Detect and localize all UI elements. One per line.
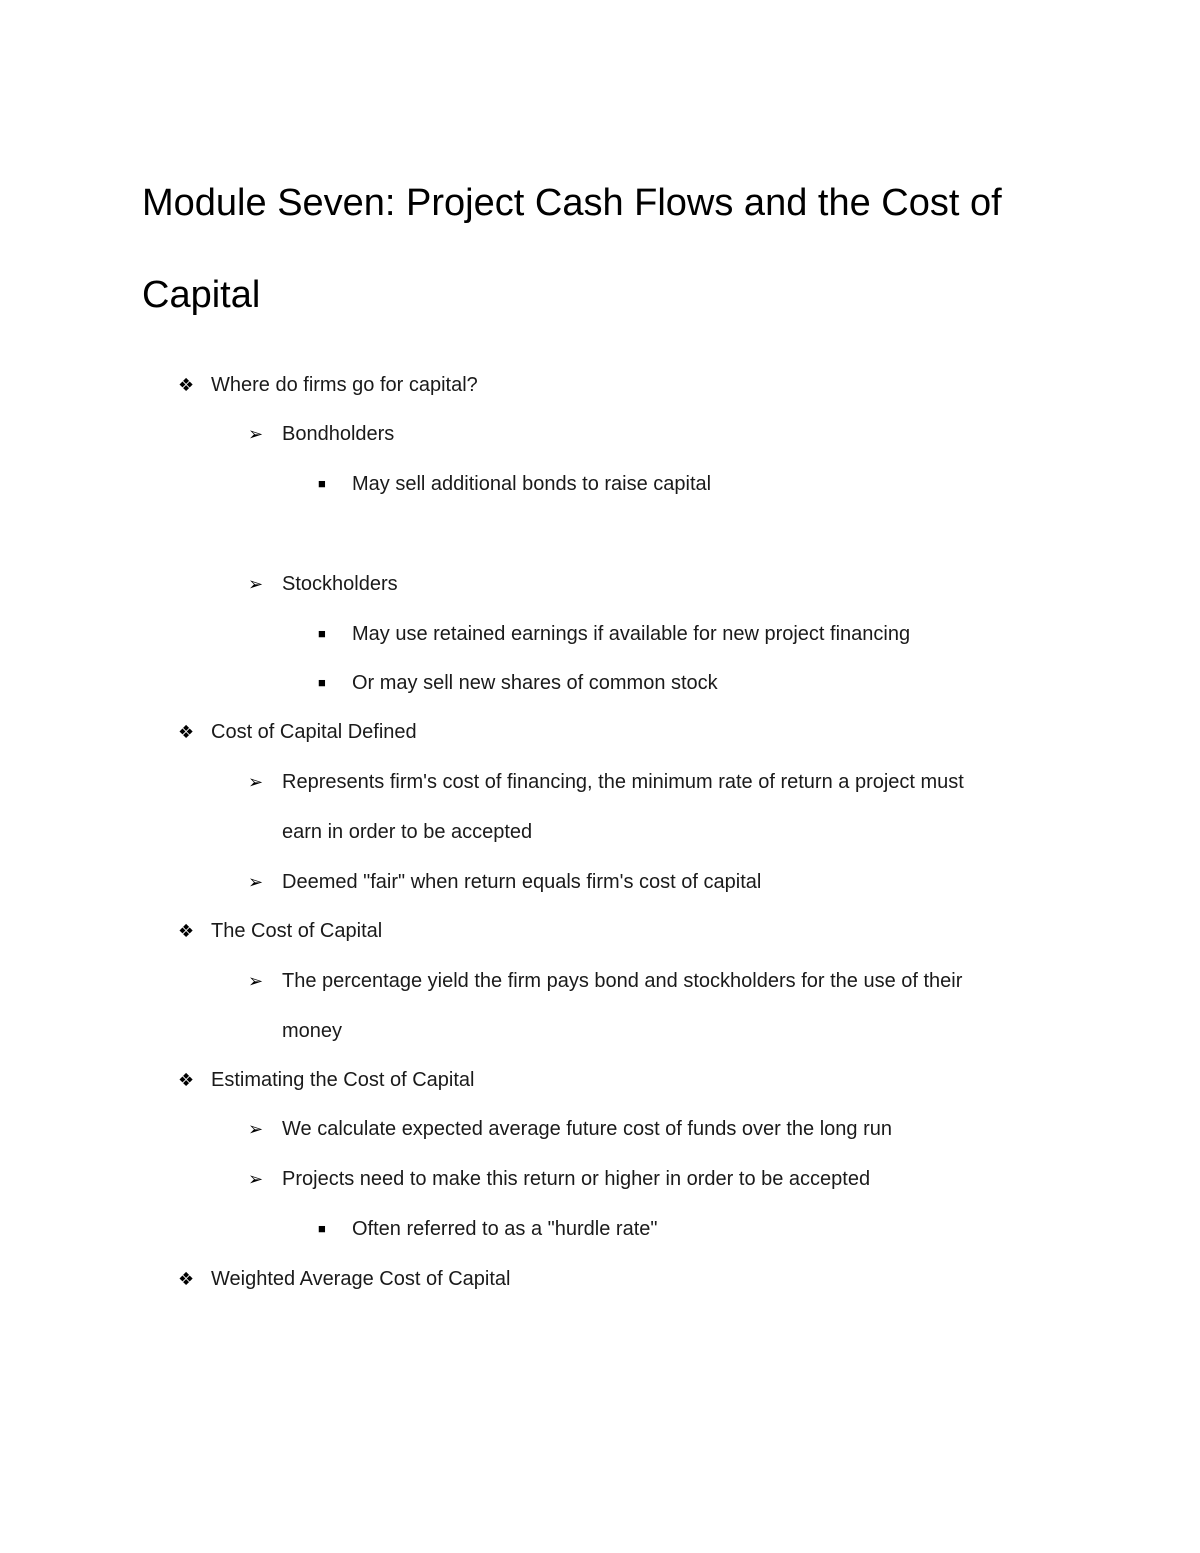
bullet-text: Stockholders	[282, 573, 398, 595]
diamond-bullet-icon: ❖	[178, 921, 195, 941]
bullet-text: The Cost of Capital	[211, 920, 383, 942]
bullet-text: Deemed "fair" when return equals firm's cost of capital	[282, 871, 762, 893]
bullet-text: Cost of Capital Defined	[211, 721, 417, 743]
diamond-bullet-icon: ❖	[178, 375, 195, 395]
square-bullet-icon: ■	[318, 675, 326, 690]
bullet-text: Where do firms go for capital?	[211, 374, 478, 396]
diamond-bullet-icon: ❖	[178, 722, 195, 742]
arrow-bullet-icon: ➢	[248, 971, 264, 991]
square-bullet-icon: ■	[318, 626, 326, 641]
square-bullet-icon: ■	[318, 476, 326, 491]
bullet-text: We calculate expected average future cost of funds over the long run	[282, 1118, 892, 1140]
bullet-text: Projects need to make this return or higher in order to be accepted	[282, 1168, 871, 1190]
arrow-bullet-icon: ➢	[248, 1169, 264, 1189]
arrow-bullet-icon: ➢	[248, 1119, 264, 1139]
arrow-bullet-icon: ➢	[248, 772, 264, 792]
page-title-line-1: Module Seven: Project Cash Flows and the Cost of	[142, 182, 1002, 224]
bullet-text: Often referred to as a "hurdle rate"	[352, 1218, 658, 1240]
bullet-text: Or may sell new shares of common stock	[352, 672, 718, 694]
bullet-text: money	[282, 1020, 343, 1042]
bullet-text: Represents firm's cost of financing, the minimum rate of return a project must	[282, 771, 964, 793]
bullet-text: earn in order to be accepted	[282, 821, 533, 843]
diamond-bullet-icon: ❖	[178, 1269, 195, 1289]
bullet-text: The percentage yield the firm pays bond and stockholders for the use of their	[282, 970, 963, 992]
arrow-bullet-icon: ➢	[248, 424, 264, 444]
bullet-text: May use retained earnings if available for new project financing	[352, 623, 911, 645]
diamond-bullet-icon: ❖	[178, 1070, 195, 1090]
arrow-bullet-icon: ➢	[248, 872, 264, 892]
bullet-text: Estimating the Cost of Capital	[211, 1069, 475, 1091]
page-title-line-2: Capital	[142, 274, 261, 316]
square-bullet-icon: ■	[318, 1221, 326, 1236]
arrow-bullet-icon: ➢	[248, 574, 264, 594]
bullet-text: Bondholders	[282, 423, 395, 445]
bullet-text: Weighted Average Cost of Capital	[211, 1268, 511, 1290]
bullet-text: May sell additional bonds to raise capital	[352, 473, 712, 495]
